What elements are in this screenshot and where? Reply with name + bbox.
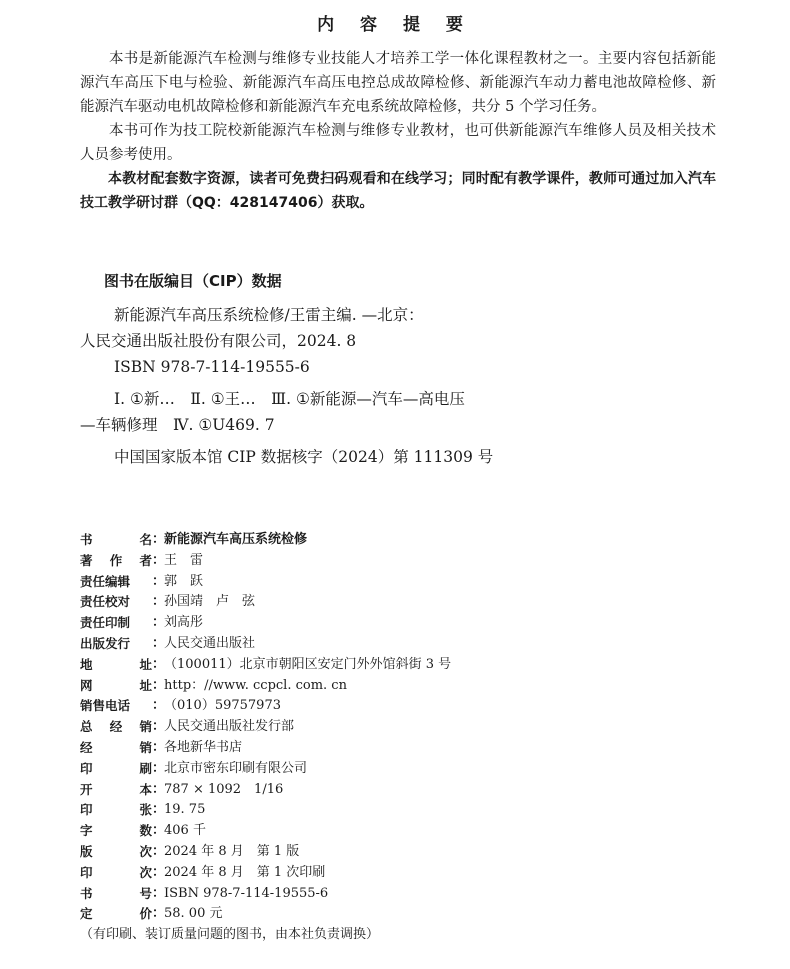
info-label: 开 本	[80, 781, 152, 797]
info-row-title: 书 名 ： 新能源汽车高压系统检修	[80, 530, 716, 551]
cip-line: 新能源汽车高压系统检修/王雷主编. —北京：	[114, 306, 424, 324]
cip-data-block	[80, 302, 716, 470]
info-value: 王 雷	[164, 552, 204, 568]
info-row-impression: 印 次 ： 2024 年 8 月 第 1 次印刷	[80, 863, 716, 884]
digital-resource-notice: 本教材配套数字资源，读者可免费扫码观看和在线学习；同时配有教学课件，教师可通过加入汽车技工教学研讨群（QQ：428147406）获取。	[80, 171, 716, 211]
info-label: 书 号	[80, 885, 152, 901]
info-row-isbn: 书 号 ： ISBN 978-7-114-19555-6	[80, 884, 716, 905]
info-row-author: 著 作 者 ： 王 雷	[80, 551, 716, 572]
info-label: 责任编辑	[80, 573, 131, 589]
info-row-editor: 责任编辑 ： 郭 跃	[80, 572, 716, 593]
info-row-edition: 版 次 ： 2024 年 8 月 第 1 版	[80, 842, 716, 863]
info-row-publisher: 出版发行 ： 人民交通出版社	[80, 634, 716, 655]
info-row-dealer: 经 销 ： 各地新华书店	[80, 738, 716, 759]
info-row-print-supervisor: 责任印制 ： 刘高彤	[80, 613, 716, 634]
info-value: 郭 跃	[164, 573, 204, 589]
info-label: 书 名	[80, 532, 152, 547]
info-row-proofreader: 责任校对 ： 孙国靖 卢 弦	[80, 592, 716, 613]
info-value: 各地新华书店	[164, 739, 243, 755]
info-row-printer: 印 刷 ： 北京市密东印刷有限公司	[80, 759, 716, 780]
info-label: 字 数	[80, 823, 152, 839]
info-value: 刘高彤	[164, 615, 204, 631]
info-value: 58. 00 元	[164, 906, 223, 922]
info-label: 定 价	[80, 906, 152, 922]
info-value: 2024 年 8 月 第 1 版	[164, 843, 300, 859]
info-value: 新能源汽车高压系统检修	[164, 532, 308, 547]
info-label: 责任印制	[80, 615, 131, 631]
info-value: 北京市密东印刷有限公司	[164, 760, 308, 776]
info-row-phone: 销售电话 ： （010）59757973	[80, 696, 716, 717]
info-value: 人民交通出版社发行部	[164, 719, 295, 735]
info-label: 著 作 者	[80, 552, 152, 568]
info-label: 地 址	[80, 656, 152, 672]
info-label: 责任校对	[80, 594, 131, 610]
info-label: 经 销	[80, 739, 152, 755]
info-value: 2024 年 8 月 第 1 次印刷	[164, 864, 326, 880]
info-value: 人民交通出版社	[164, 635, 256, 651]
info-value: 孙国靖 卢 弦	[164, 594, 256, 610]
info-row-format: 开 本 ： 787 × 1092 1/16	[80, 780, 716, 801]
cip-record-number: 中国国家版本馆 CIP 数据核字（2024）第 111309 号	[114, 448, 494, 466]
info-label: 印 张	[80, 802, 152, 818]
info-value: ISBN 978-7-114-19555-6	[164, 885, 329, 901]
copyright-info	[80, 530, 716, 946]
info-row-website: 网 址 ： http：//www. ccpcl. com. cn	[80, 676, 716, 697]
info-row-distributor: 总 经 销 ： 人民交通出版社发行部	[80, 717, 716, 738]
info-label: 版 次	[80, 843, 152, 859]
info-value: （100011）北京市朝阳区安定门外外馆斜街 3 号	[164, 656, 452, 672]
cip-isbn: ISBN 978-7-114-19555-6	[114, 358, 310, 376]
info-value: 787 × 1092 1/16	[164, 781, 284, 797]
info-row-wordcount: 字 数 ： 406 千	[80, 821, 716, 842]
quality-footnote: （有印刷、装订质量问题的图书，由本社负责调换）	[80, 927, 380, 943]
info-label: 销售电话	[80, 698, 131, 714]
summary-paragraph: 本书可作为技工院校新能源汽车检测与维修专业教材，也可供新能源汽车维修人员及相关技术人员参考使用。	[80, 123, 716, 163]
cip-classification: Ⅰ. ①新… Ⅱ. ①王… Ⅲ. ①新能源—汽车—高电压	[114, 390, 465, 408]
info-row-address: 地 址 ： （100011）北京市朝阳区安定门外外馆斜街 3 号	[80, 655, 716, 676]
cip-heading: 图书在版编目（CIP）数据	[104, 272, 282, 290]
info-label: 印 刷	[80, 760, 152, 776]
cip-line: 人民交通出版社股份有限公司，2024. 8	[80, 332, 357, 350]
info-label: 总 经 销	[80, 719, 152, 735]
info-label: 网 址	[80, 677, 152, 693]
info-value: 19. 75	[164, 802, 206, 818]
info-value: http：//www. ccpcl. com. cn	[164, 677, 347, 693]
info-row-sheets: 印 张 ： 19. 75	[80, 800, 716, 821]
info-label: 印 次	[80, 864, 152, 880]
info-value: 406 千	[164, 823, 206, 839]
info-label: 出版发行	[80, 635, 131, 651]
info-value: （010）59757973	[164, 698, 281, 714]
content-summary	[80, 47, 716, 215]
summary-paragraph: 本书是新能源汽车检测与维修专业技能人才培养工学一体化课程教材之一。主要内容包括新能源汽车高压下电与检验、新能源汽车高压电控总成故障检修、新能源汽车动力蓄电池故障检修、新能源汽车驱动电机故障检修和新能源汽车充电系统故障检修，共分 5 个学习任务。	[80, 51, 716, 115]
cip-classification: —车辆修理 Ⅳ. ①U469. 7	[80, 416, 275, 434]
page-title: 内 容 提 要	[317, 15, 473, 35]
info-row-price: 定 价 ： 58. 00 元	[80, 904, 716, 925]
